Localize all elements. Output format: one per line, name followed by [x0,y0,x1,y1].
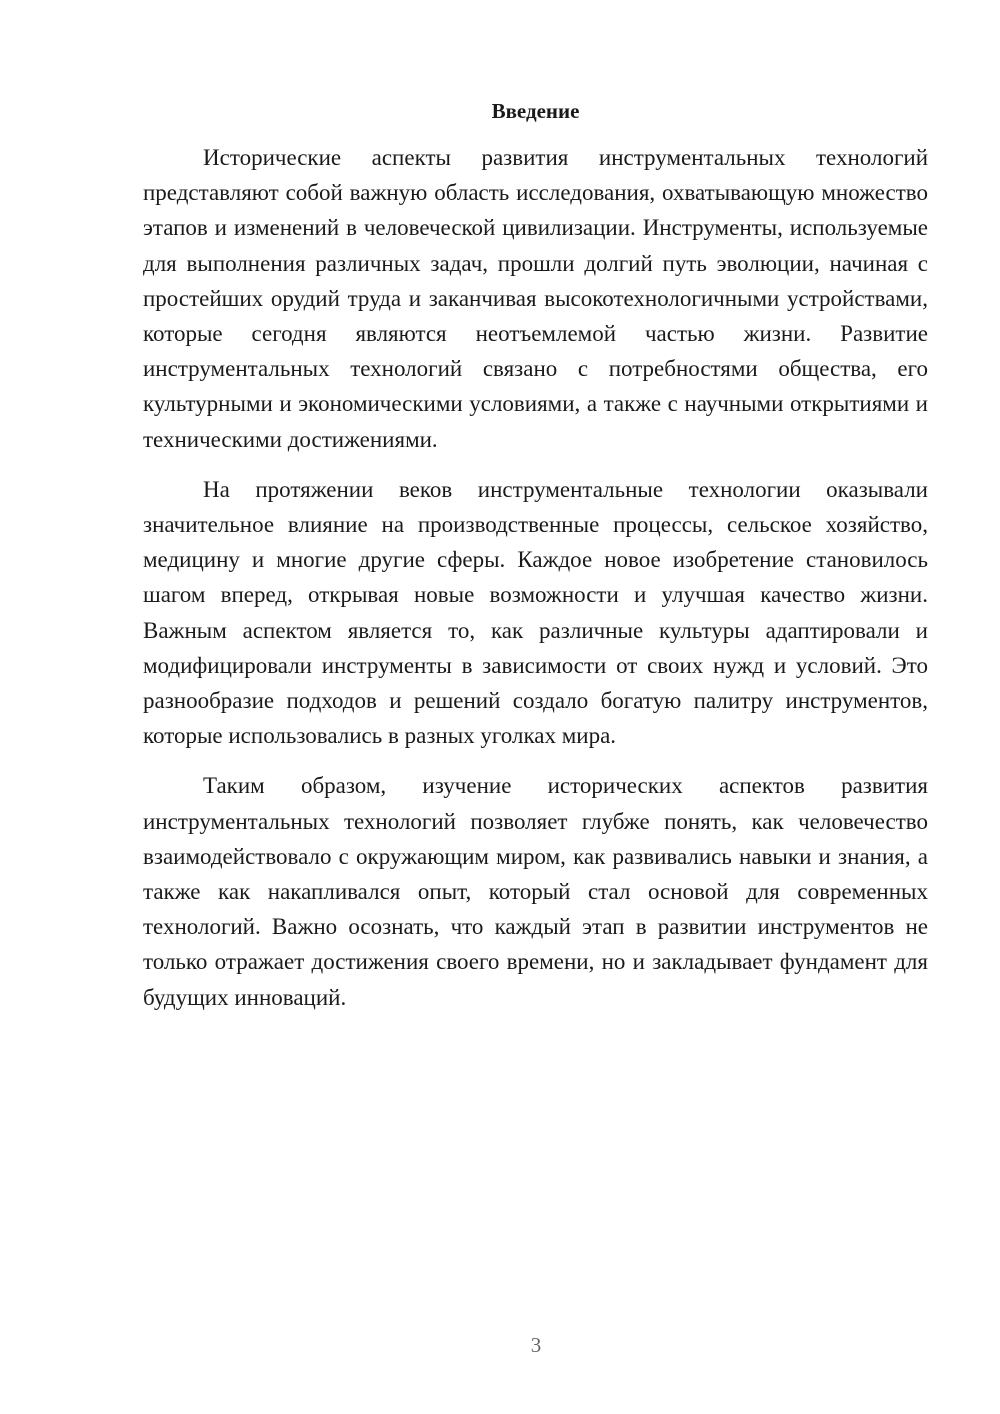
page-content [143,96,928,1030]
section-heading: Введение [491,99,580,123]
paragraph-3: Таким образом, изучение исторических аспектов развития инструментальных технологий позволяет глубже понять, как человечество взаимодействовало с окружающим миром, как развивались навыки и знания, а также как накапливался опыт, который стал основой для современных технологий. Важно осознать, что каждый этап в развитии инструментов не только отражает достижения своего времени, но и закладывает фундамент для будущих инноваций. [143,773,928,1010]
page-number: 3 [530,1333,542,1357]
paragraph-1: Исторические аспекты развития инструментальных технологий представляют собой важную область исследования, охватывающую множество этапов и изменений в человеческой цивилизации. Инструменты, используемые для выполнения различных задач, прошли долгий путь эволюции, начиная с простейших орудий труда и заканчивая высокотехнологичными устройствами, которые сегодня являются неотъемлемой частью жизни. Развитие инструментальных технологий связано с потребностями общества, его культурными и экономическими условиями, а также с научными открытиями и техническими достижениями. [143,145,928,452]
paragraph-2: На протяжении веков инструментальные технологии оказывали значительное влияние на производственные процессы, сельское хозяйство, медицину и многие другие сферы. Каждое новое изобретение становилось шагом вперед, открывая новые возможности и улучшая качество жизни. Важным аспектом является то, как различные культуры адаптировали и модифицировали инструменты в зависимости от своих нужд и условий. Это разнообразие подходов и решений создало богатую палитру инструментов, которые использовались в разных уголках мира. [143,476,928,749]
